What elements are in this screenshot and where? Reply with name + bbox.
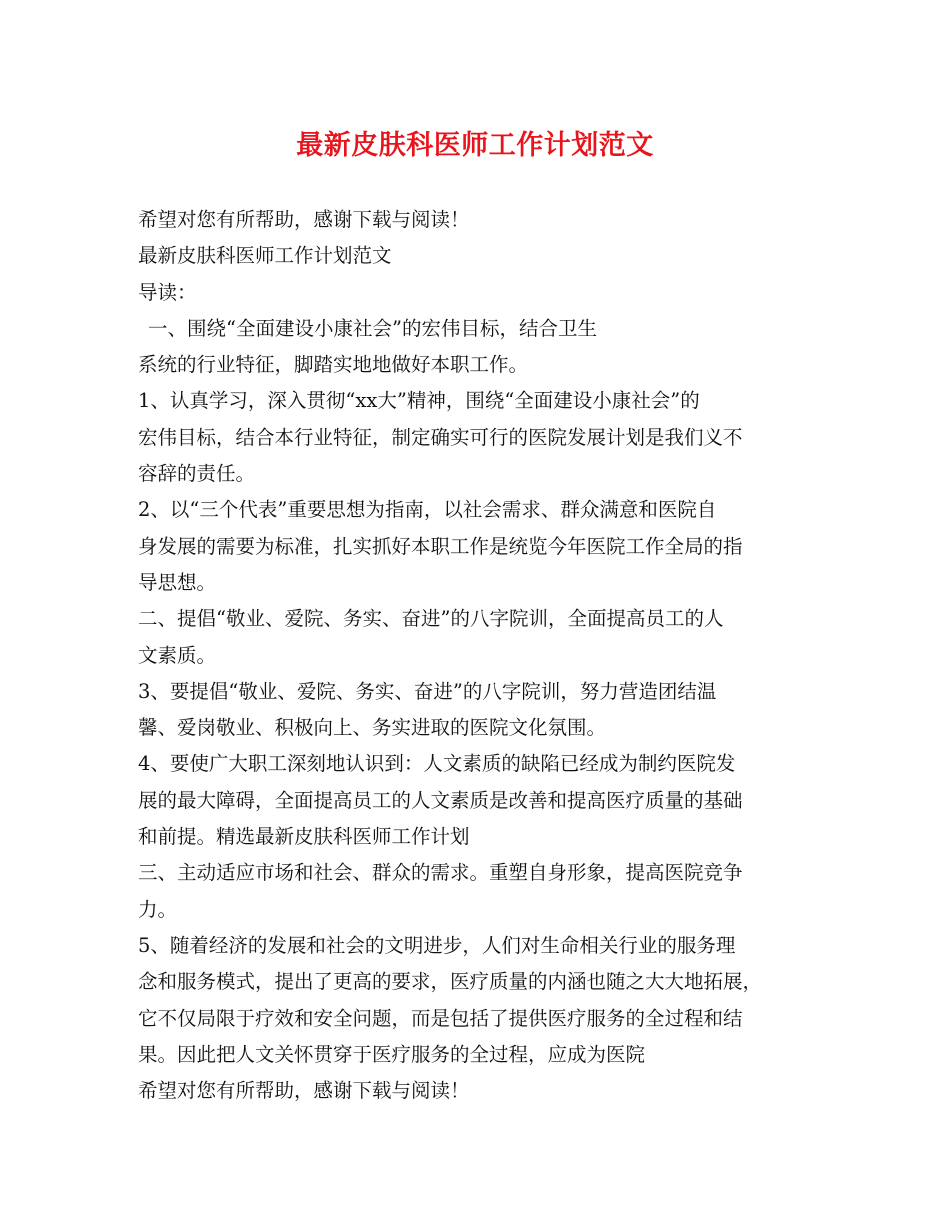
body-line: 展的最大障碍，全面提高员工的人文素质是改善和提高医疗质量的基础 <box>138 788 743 812</box>
body-line: 文素质。 <box>138 643 217 667</box>
body-line: 它不仅局限于疗效和安全问题，而是包括了提供医疗服务的全过程和结 <box>138 1006 743 1030</box>
document-body <box>138 202 828 1109</box>
body-line: 果。因此把人文关怀贯穿于医疗服务的全过程，应成为医院 <box>138 1042 646 1066</box>
body-line: 导思想。 <box>138 570 217 594</box>
body-line: 容辞的责任。 <box>138 462 256 486</box>
body-line: 身发展的需要为标准，扎实抓好本职工作是统览今年医院工作全局的指 <box>138 534 743 558</box>
body-line: 3、要提倡“敬业、爱院、务实、奋进”的八字院训，努力营造团结温 <box>138 679 717 703</box>
body-line: 宏伟目标，结合本行业特征，制定确实可行的医院发展计划是我们义不 <box>138 425 743 449</box>
body-line: 1、认真学习，深入贯彻“xx大”精神，围绕“全面建设小康社会”的 <box>138 389 700 413</box>
body-line: 导读： <box>138 280 197 304</box>
document-title: 最新皮肤科医师工作计划范文 <box>296 130 654 161</box>
body-line: 系统的行业特征，脚踏实地地做好本职工作。 <box>138 353 529 377</box>
body-line: 念和服务模式，提出了更高的要求，医疗质量的内涵也随之大大地拓展， <box>138 970 763 994</box>
body-line: 一、围绕“全面建设小康社会”的宏伟目标，结合卫生 <box>148 316 597 340</box>
body-line: 最新皮肤科医师工作计划范文 <box>138 244 392 268</box>
body-line: 5、随着经济的发展和社会的文明进步，人们对生命相关行业的服务理 <box>138 933 736 957</box>
body-line: 和前提。精选最新皮肤科医师工作计划 <box>138 825 470 849</box>
body-line: 二、提倡“敬业、爱院、务实、奋进”的八字院训，全面提高员工的人 <box>138 607 724 631</box>
body-line: 馨、爱岗敬业、积极向上、务实进取的医院文化氛围。 <box>138 716 607 740</box>
body-line: 三、主动适应市场和社会、群众的需求。重塑自身形象，提高医院竞争 <box>138 861 743 885</box>
body-line: 希望对您有所帮助，感谢下载与阅读！ <box>138 1079 470 1103</box>
body-line: 力。 <box>138 897 178 921</box>
body-line: 2、以“三个代表”重要思想为指南，以社会需求、群众满意和医院自 <box>138 498 717 522</box>
body-line: 4、要使广大职工深刻地认识到：人文素质的缺陷已经成为制约医院发 <box>138 752 736 776</box>
body-line: 希望对您有所帮助，感谢下载与阅读！ <box>138 208 470 231</box>
